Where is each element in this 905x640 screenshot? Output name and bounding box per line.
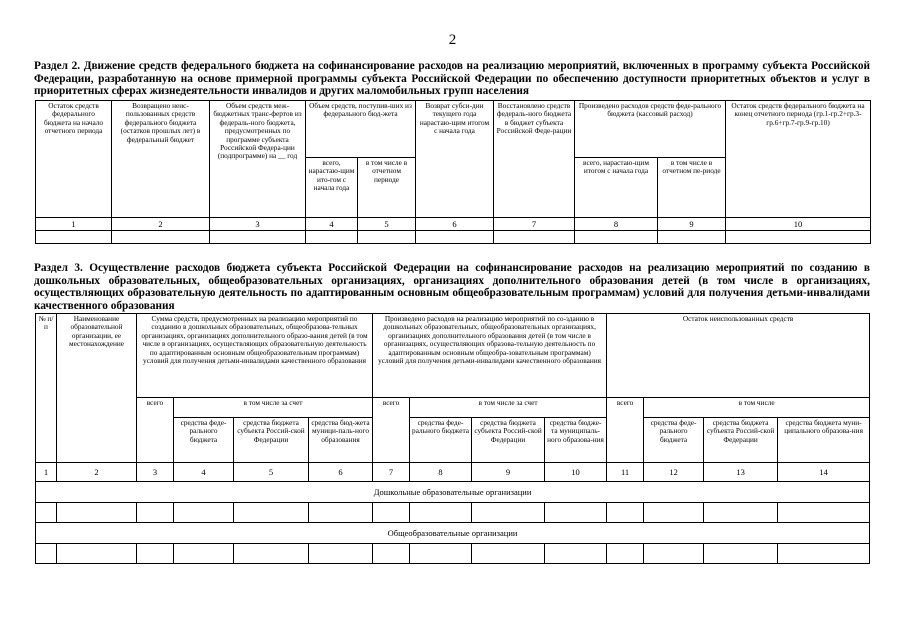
- col-header-restored: Восстановлено средств федераль-ного бюджета в бюджет субъекта Российской Феде-рации: [494, 101, 575, 218]
- table-cell[interactable]: [36, 231, 112, 244]
- table-header-row: [36, 101, 871, 158]
- col-header-regional-budget: средства бюджета субъекта Россий-ской Федерации: [472, 418, 545, 463]
- column-number: 1: [36, 463, 57, 482]
- table-cell[interactable]: [410, 544, 472, 564]
- col-header-remainder-including: в том числе: [644, 398, 870, 418]
- col-header-municipal-budget: средства бюд-жета муници-паль-ного образования: [309, 418, 373, 463]
- table-cell[interactable]: [234, 503, 309, 523]
- table-cell[interactable]: [174, 503, 234, 523]
- col-header-planned-total: всего: [137, 398, 174, 463]
- column-number: 13: [704, 463, 778, 482]
- table-cell[interactable]: [57, 503, 137, 523]
- section-3-heading: Раздел 3. Осуществление расходов бюджета субъекта Российской Федерации на софинансирование расходов на реализацию мероприятий по созданию в дошкольных образовательных, общеобразовательных организациях, организациях дополнительного образования детей (в том числе в организациях, осуществляющих образовательную деятельность по адаптированным основным общеобразовательным программам) условий для получения детьми-инвалидами качественного образования: [34, 262, 870, 312]
- col-header-municipal-budget: средства бюдже-та муниципаль-ного образова-ния: [545, 418, 607, 463]
- col-header-organization: Наименование образовательной организации, ее местонахождение: [57, 314, 137, 463]
- table-cell[interactable]: [137, 544, 174, 564]
- page-number: 2: [448, 32, 457, 48]
- col-header-spent-period: в том числе в отчетном пе-риоде: [658, 158, 726, 218]
- col-header-remainder-total: всего: [607, 398, 644, 463]
- column-number: 4: [174, 463, 234, 482]
- table-cell[interactable]: [778, 544, 870, 564]
- column-number: 6: [309, 463, 373, 482]
- table-cell[interactable]: [137, 503, 174, 523]
- table-cell[interactable]: [174, 544, 234, 564]
- table-row: [36, 544, 870, 564]
- table-cell[interactable]: [545, 544, 607, 564]
- table-cell[interactable]: [545, 503, 607, 523]
- column-number: 5: [234, 463, 309, 482]
- column-number: 3: [137, 463, 174, 482]
- column-number: 1: [36, 218, 112, 231]
- table-cell[interactable]: [472, 503, 545, 523]
- column-number: 10: [726, 218, 871, 231]
- table-cell[interactable]: [309, 503, 373, 523]
- column-number: 6: [416, 218, 494, 231]
- col-header-spent-group: Произведено расходов на реализацию мероприятий по со-зданию в дошкольных образовательных, общеобразовательных организациях, организациях дополнительного образования детей (в том числе в организациях, осуществляющих образова-тельную деятельность по адаптированным основным общеобра-зовательным программам) условий для получения детьми-инвалидами качественного образования: [373, 314, 607, 398]
- column-number: 8: [575, 218, 658, 231]
- col-header-federal-budget: средства феде-рального бюджета: [410, 418, 472, 463]
- column-number: 11: [607, 463, 644, 482]
- table-cell[interactable]: [607, 544, 644, 564]
- table-header-row: [36, 398, 870, 418]
- table-cell[interactable]: [373, 503, 410, 523]
- col-header-regional-budget: средства бюджета субъекта Россий-ской Федерации: [234, 418, 309, 463]
- column-number: 5: [358, 218, 416, 231]
- col-header-regional-budget: средства бюджета субъекта Россий-ской Федерации: [704, 418, 778, 463]
- subsection-title: Общеобразовательные организации: [36, 523, 870, 544]
- table-cell[interactable]: [309, 544, 373, 564]
- table-row: [36, 231, 871, 244]
- column-number: 12: [644, 463, 704, 482]
- table-cell[interactable]: [778, 503, 870, 523]
- table-cell[interactable]: [472, 544, 545, 564]
- table-header-row: [36, 314, 870, 398]
- table-cell[interactable]: [607, 503, 644, 523]
- col-header-spent-group: Произведено расходов средств феде-рального бюджета (кассовый расход): [575, 101, 726, 158]
- col-header-received-period: в том числе в отчетном периоде: [358, 158, 416, 218]
- table-cell[interactable]: [36, 544, 57, 564]
- table-cell[interactable]: [644, 503, 704, 523]
- subsection-row-preschool: [36, 482, 870, 503]
- table-cell[interactable]: [358, 231, 416, 244]
- column-number: 7: [373, 463, 410, 482]
- col-header-planned-group: Сумма средств, предусмотренных на реализацию мероприятий по созданию в дошкольных образовательных, общеобразова-тельных организациях, организациях дополнительного образо-вания детей (в том числе в организациях, осуществляющих образовательную деятельность по адаптированным основным общеобразовательным программам) условий для получения детьми-инвалидами качественного образования: [137, 314, 373, 398]
- table-cell[interactable]: [36, 503, 57, 523]
- col-header-transfers: Объем средств меж-бюджетных транс-фертов из федераль-ного бюджета, предусмотренных по программе субъекта Российской Федера-ции (подпрограмме) на __ год: [210, 101, 306, 218]
- col-header-spent-total: всего: [373, 398, 410, 463]
- col-header-municipal-budget: средства бюджета муни-ципального образова-ния: [778, 418, 870, 463]
- col-header-spent-including: в том числе за счет: [410, 398, 607, 418]
- table-cell[interactable]: [112, 231, 210, 244]
- column-number: 2: [112, 218, 210, 231]
- table-cell[interactable]: [644, 544, 704, 564]
- subsection-title: Дошкольные образовательные организации: [36, 482, 870, 503]
- table-cell[interactable]: [704, 503, 778, 523]
- column-number-row: [36, 218, 871, 231]
- col-header-subsidy-return: Возврат субси-дии текущего года нарастаю-щим итогом с начала года: [416, 101, 494, 218]
- col-header-remainder-group: Остаток неиспользованных средств: [607, 314, 870, 398]
- table-cell[interactable]: [306, 231, 358, 244]
- col-header-returned: Возвращено неис-пользованных средств федерального бюджета (остатков прошлых лет) в федеральный бюджет: [112, 101, 210, 218]
- col-header-start-balance: Остаток средств федерального бюджета на начало отчетного периода: [36, 101, 112, 218]
- column-number: 4: [306, 218, 358, 231]
- column-number: 2: [57, 463, 137, 482]
- table-cell[interactable]: [57, 544, 137, 564]
- table-cell[interactable]: [726, 231, 871, 244]
- table-cell[interactable]: [494, 231, 575, 244]
- col-header-received-group: Объем средств, поступив-ших из федерального бюд-жета: [306, 101, 416, 158]
- table-cell[interactable]: [416, 231, 494, 244]
- column-number: 9: [472, 463, 545, 482]
- col-header-planned-including: в том числе за счет: [174, 398, 373, 418]
- column-number: 8: [410, 463, 472, 482]
- col-header-received-total: всего, нарастаю-щим ито-гом с начала года: [306, 158, 358, 218]
- table-cell[interactable]: [704, 544, 778, 564]
- table-cell[interactable]: [575, 231, 658, 244]
- column-number: 3: [210, 218, 306, 231]
- subsection-row-general: [36, 523, 870, 544]
- col-header-federal-budget: средства феде-рального бюджета: [644, 418, 704, 463]
- table-cell[interactable]: [658, 231, 726, 244]
- col-header-number: № п/п: [36, 314, 57, 463]
- column-number: 14: [778, 463, 870, 482]
- table-cell[interactable]: [210, 231, 306, 244]
- column-number: 7: [494, 218, 575, 231]
- table-cell[interactable]: [234, 544, 309, 564]
- column-number: 9: [658, 218, 726, 231]
- col-header-end-balance: Остаток средств федерального бюджета на конец отчетного периода (гр.1-гр.2+гр.3-гр.6+гр.7-гр.9-гр.10): [726, 101, 871, 218]
- table-row: [36, 503, 870, 523]
- table-cell[interactable]: [373, 544, 410, 564]
- column-number-row: [36, 463, 870, 482]
- column-number: 10: [545, 463, 607, 482]
- section-2-table: [35, 100, 871, 244]
- section-3-table: [35, 313, 870, 564]
- col-header-spent-total: всего, нарастаю-щим итогом с начала года: [575, 158, 658, 218]
- section-2-heading: Раздел 2. Движение средств федерального бюджета на софинансирование расходов на реализацию мероприятий, включенных в программу субъекта Российской Федерации, разработанную на основе примерной программы субъекта Российской Федерации по обеспечению доступности приоритетных объектов и услуг в приоритетных сферах жизнедеятельности инвалидов и других маломобильных групп населения: [34, 60, 870, 97]
- col-header-federal-budget: средства феде-рального бюджета: [174, 418, 234, 463]
- table-cell[interactable]: [410, 503, 472, 523]
